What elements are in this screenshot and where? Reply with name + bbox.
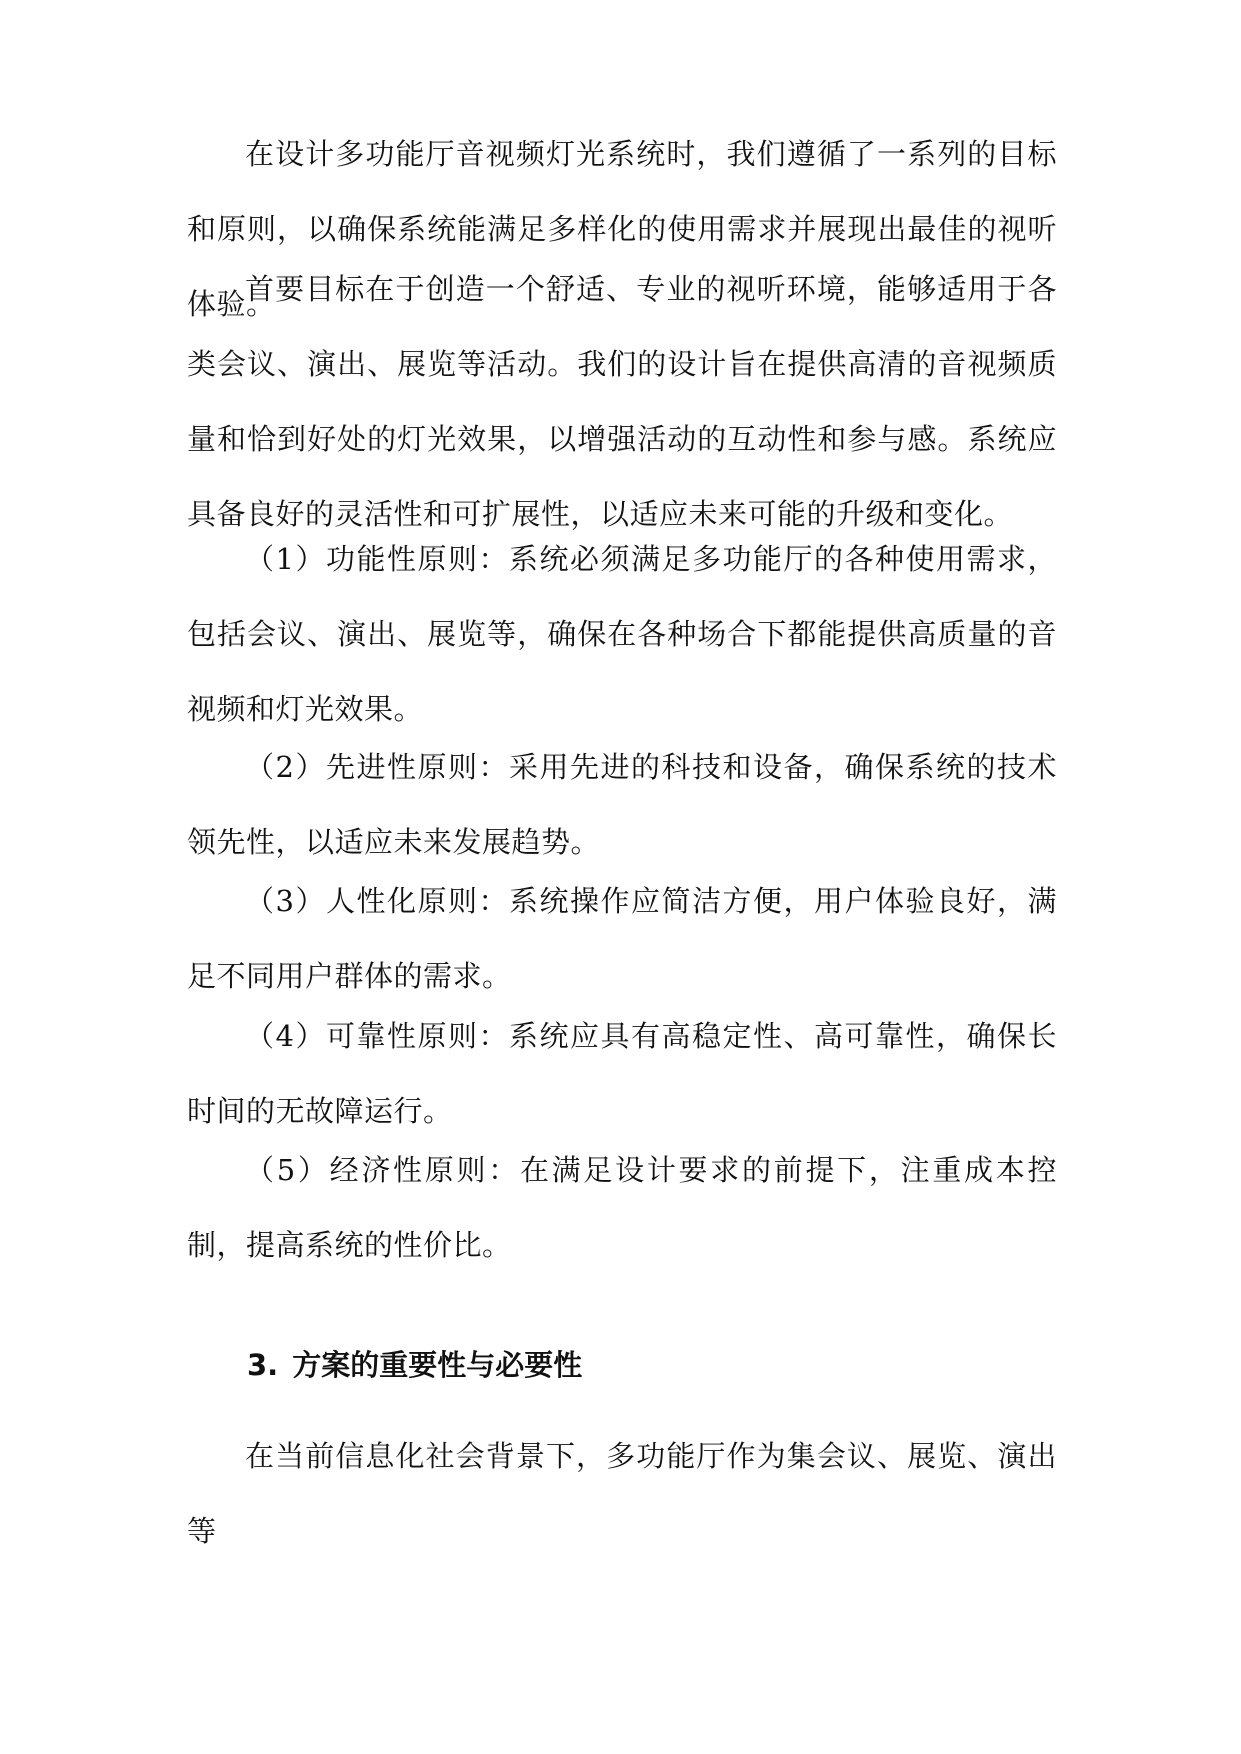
paragraph-final: 在当前信息化社会背景下，多功能厅作为集会议、展览、演出等 <box>187 1439 1057 1548</box>
paragraph-principle-functionality: （1）功能性原则：系统必须满足多功能厅的各种使用需求，包括会议、演出、展览等，确保在各种场合下都能提供高质量的音视频和灯光效果。 <box>187 542 1057 726</box>
section-title: 方案的重要性与必要性 <box>292 1348 583 1382</box>
paragraph-principle-user-friendly: （3）人性化原则：系统操作应简洁方便，用户体验良好，满足不同用户群体的需求。 <box>187 884 1057 993</box>
paragraph-principle-reliability: （4）可靠性原则：系统应具有高稳定性、高可靠性，确保长时间的无故障运行。 <box>187 1019 1057 1128</box>
paragraph-primary-goal: 首要目标在于创造一个舒适、专业的视听环境，能够适用于各类会议、演出、展览等活动。我们的设计旨在提供高清的音视频质量和恰到好处的灯光效果，以增强活动的互动性和参与感。系统应具备良好的灵活性和可扩展性，以适应未来可能的升级和变化。 <box>187 272 1057 531</box>
section-heading <box>247 1345 1047 1385</box>
paragraph-intro: 在设计多功能厅音视频灯光系统时，我们遵循了一系列的目标和原则，以确保系统能满足多样化的使用需求并展现出最佳的视听体验。 <box>187 137 1057 321</box>
paragraph-principle-economy: （5）经济性原则：在满足设计要求的前提下，注重成本控制，提高系统的性价比。 <box>187 1153 1057 1262</box>
paragraph-principle-advanced: （2）先进性原则：采用先进的科技和设备，确保系统的技术领先性，以适应未来发展趋势。 <box>187 750 1057 859</box>
section-number: 3. <box>247 1348 279 1382</box>
